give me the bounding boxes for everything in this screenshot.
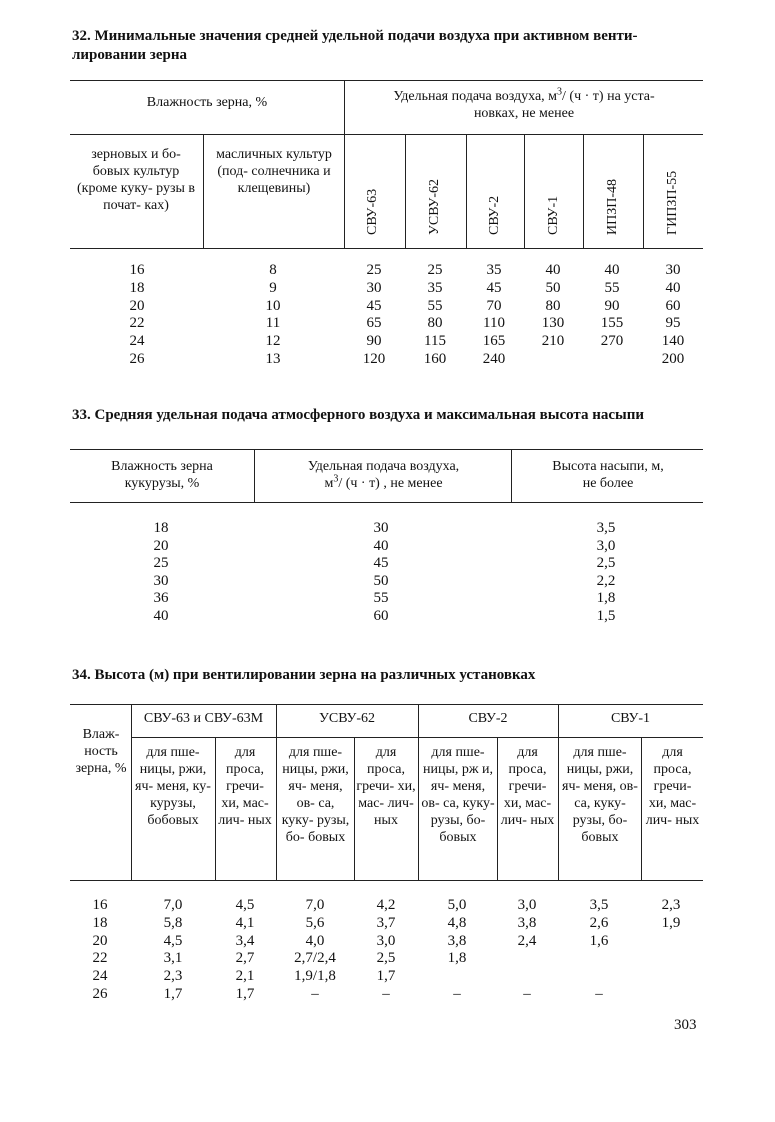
table-cell: 1,8 [447,950,467,967]
table-cell: 3,8 [517,914,537,931]
table-cell: – [595,986,603,1002]
table-cell: 16 [129,262,145,278]
table-cell: 1,7 [235,986,255,1002]
table-cell: 160 [423,351,447,367]
table-32-mid-rule [70,134,703,135]
table-cell: – [382,986,390,1002]
table-33-top-rule [70,449,703,450]
table-cell: 115 [424,333,446,350]
table-cell: 270 [600,333,624,350]
unit-header-usvu62: УСВУ-62 [427,178,442,235]
table-32-col-divider [203,134,204,248]
table-32-caption-line1: 32. Минимальные значения средней удельной подачи воздуха при активном венти- [72,28,638,44]
table-cell: 60 [373,608,389,624]
unit-header-svu1: СВУ-1 [546,195,561,235]
table-cell: 2,6 [589,914,609,931]
table-34-subheader: для пше- ницы, ржи, яч- меня, ов- са, куку- рузы, бо- бовых [562,745,638,845]
table-cell: 240 [482,351,506,367]
table-cell: 20 [153,537,169,554]
table-34-caption: 34. Высота (м) при вентилировании зерна на различных установках [72,667,536,683]
table-cell: 130 [541,315,565,332]
table-cell: 26 [92,986,108,1002]
table-cell: 3,1 [163,950,183,967]
table-32-oil-subheader: масличных культур (под- солнечника и клещевины) [216,147,332,196]
table-cell: 24 [92,968,108,985]
table-cell: 1,6 [589,932,609,949]
table-33-height-header: Высота насыпи, м, не более [552,459,664,491]
table-34-group-svu2: СВУ-2 [468,711,508,726]
table-cell: 2,1 [235,968,255,985]
table-34-subheader: для проса, гречи- хи, мас- лич- ных [500,745,555,828]
table-cell: 35 [486,262,502,278]
table-34-subheader: для пше- ницы, рж и, яч- меня, ов- са, куку- рузы, бо- бовых [421,745,495,845]
table-34-subheader: для проса, гречи- хи, мас- лич- ных [218,745,272,828]
table-34-humidity-header: Влаж- ность зерна, % [75,727,127,776]
table-cell: 55 [604,279,620,296]
table-34-col-divider [276,704,277,880]
unit-header-ipzp48: ИПЗП-48 [605,178,620,235]
table-cell: 10 [265,297,281,314]
table-32-col-divider [524,134,525,248]
table-cell: 5,8 [163,914,183,931]
unit-header-svu2: СВУ-2 [487,195,502,235]
table-33-col-divider [254,449,255,502]
table-cell: 4,0 [305,932,325,949]
table-cell: 13 [265,351,281,367]
table-cell: 30 [153,572,169,589]
table-cell: 50 [545,279,561,296]
table-cell: 35 [427,279,443,296]
table-33-header-bottom-rule [70,502,703,503]
table-cell: 18 [129,279,145,296]
table-cell: – [523,986,531,1002]
table-cell: 60 [665,297,681,314]
table-cell: 50 [373,572,389,589]
table-cell: 65 [366,315,382,332]
table-cell: 45 [366,297,382,314]
table-34-subheader: для пше- ницы, ржи, яч- меня, ку- курузы, бобовых [135,745,211,828]
table-32-col-divider [405,134,406,248]
table-cell: 24 [129,333,145,350]
table-34-col-divider [215,737,216,880]
table-cell: 1,7 [376,968,396,985]
table-32-header-bottom-rule [70,248,703,249]
table-cell: 8 [269,262,277,278]
table-cell: 4,5 [163,932,183,949]
table-32-grain-subheader: зерновых и бо- бовых культур (кроме куку- рузы в почат- ках) [76,147,195,213]
table-cell: 36 [153,590,169,607]
table-33-humidity-header: Влажность зерна кукурузы, % [111,459,213,491]
table-cell: 2,2 [596,572,616,589]
table-cell: 2,5 [596,555,616,572]
table-cell: 9 [269,279,277,296]
table-34-col-divider [558,704,559,880]
table-cell: – [311,986,319,1002]
table-34-group-rule [131,737,703,738]
table-cell: 95 [665,315,681,332]
table-cell: 165 [482,333,506,350]
table-cell: 3,0 [596,537,616,554]
table-34-group-usvu62: УСВУ-62 [318,711,376,726]
table-cell: 12 [265,333,281,350]
unit-header-gipzp55: ГИПЗП-55 [665,170,680,235]
table-cell: 3,5 [596,520,616,536]
table-33-supply-header: Удельная подача воздуха, $м^3/$ (ч · т) , не менее [307,459,460,491]
table-cell: 2,3 [661,897,681,913]
table-cell: 3,0 [376,932,396,949]
table-cell: 1,7 [163,986,183,1002]
table-cell: 30 [366,279,382,296]
table-cell: 45 [486,279,502,296]
table-cell: 210 [541,333,565,350]
table-32-caption [72,27,712,65]
page-number: 303 [674,1017,697,1033]
table-cell: 80 [545,297,561,314]
table-cell: 1,9/1,8 [294,968,336,985]
table-34-col-divider [497,737,498,880]
table-cell: 3,5 [589,897,609,913]
table-cell: 40 [604,262,620,278]
table-cell: 120 [362,351,386,367]
table-34-col-divider [354,737,355,880]
table-cell: 26 [129,351,145,367]
table-cell: 3,0 [517,897,537,913]
table-cell: 7,0 [305,897,325,913]
table-cell: 1,9 [661,914,681,931]
table-cell: 2,7/2,4 [294,950,336,967]
table-cell: 2,4 [517,932,537,949]
table-32-top-rule [70,80,703,81]
table-34-col-divider [418,704,419,880]
table-34-subheader: для проса, гречи- хи, мас- лич- ных [645,745,700,828]
table-32-supply-header: Удельная подача воздуха, $м^3/$ (ч · т) на уста- новках, не менее [393,86,655,121]
table-34-col-divider [131,704,132,880]
table-34-subheader: для проса, гречи- хи, мас- лич- ных [356,745,416,828]
table-34-subheader: для пше- ницы, ржи, яч- меня, ов- са, куку- рузы, бо- бовых [281,745,350,845]
table-cell: 55 [373,590,389,607]
table-cell: 3,8 [447,932,467,949]
table-34-group-svu63: СВУ-63 и СВУ-63М [143,711,264,726]
table-32-col-divider [466,134,467,248]
table-cell: 22 [129,315,145,332]
table-cell: 200 [661,351,685,367]
table-cell: 25 [427,262,443,278]
table-cell: 90 [604,297,620,314]
table-cell: 3,7 [376,914,396,931]
table-34-col-divider [641,737,642,880]
table-cell: 2,5 [376,950,396,967]
table-cell: 20 [92,932,108,949]
table-32-col-divider [344,80,345,248]
table-cell: 4,1 [235,914,255,931]
table-cell: 5,6 [305,914,325,931]
table-cell: 16 [92,897,108,913]
table-cell: – [453,986,461,1002]
table-cell: 40 [665,279,681,296]
table-cell: 30 [665,262,681,278]
table-cell: 40 [153,608,169,624]
table-33-caption: 33. Средняя удельная подача атмосферного воздуха и максимальная высота насыпи [72,407,645,423]
table-cell: 11 [265,315,281,332]
table-cell: 3,4 [235,932,255,949]
table-cell: 90 [366,333,382,350]
table-32-humidity-header: Влажность зерна, % [146,95,268,110]
table-34-top-rule [70,704,703,705]
table-cell: 45 [373,555,389,572]
table-cell: 5,0 [447,897,467,913]
unit-header-svu63: СВУ-63 [365,188,380,235]
table-32-caption-line2: лировании зерна [72,47,187,63]
table-cell: 25 [366,262,382,278]
table-cell: 4,5 [235,897,255,913]
table-cell: 1,8 [596,590,616,607]
table-cell: 155 [600,315,624,332]
table-cell: 4,2 [376,897,396,913]
table-32-col-divider [583,134,584,248]
table-33-col-divider [511,449,512,502]
table-cell: 20 [129,297,145,314]
table-34-group-svu1: СВУ-1 [610,711,651,726]
table-cell: 110 [483,315,505,332]
table-cell: 4,8 [447,914,467,931]
table-cell: 22 [92,950,108,967]
table-cell: 40 [545,262,561,278]
table-34-header-bottom-rule [70,880,703,881]
table-cell: 1,5 [596,608,616,624]
table-32-col-divider [643,134,644,248]
table-cell: 40 [373,537,389,554]
table-cell: 30 [373,520,389,536]
table-cell: 140 [661,333,685,350]
table-cell: 18 [92,914,108,931]
table-cell: 7,0 [163,897,183,913]
table-cell: 18 [153,520,169,536]
table-cell: 80 [427,315,443,332]
table-cell: 2,7 [235,950,255,967]
table-cell: 25 [153,555,169,572]
table-cell: 2,3 [163,968,183,985]
table-cell: 70 [486,297,502,314]
table-cell: 55 [427,297,443,314]
